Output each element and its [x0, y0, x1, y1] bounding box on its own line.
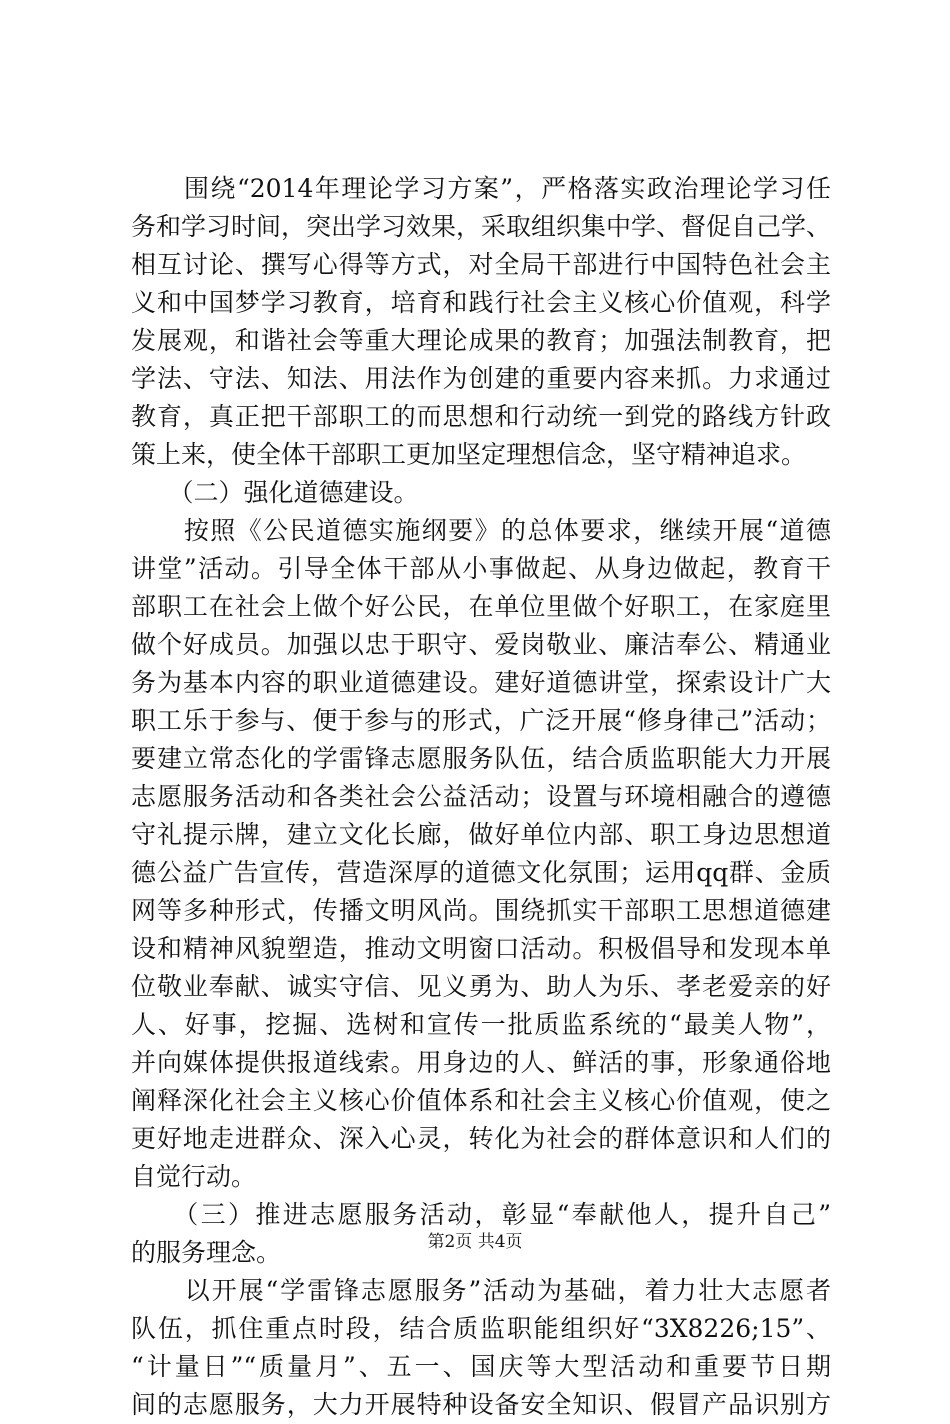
text-line: 学法、守法、知法、用法作为创建的重要内容来抓。力求通过	[131, 364, 831, 393]
text-line: 间的志愿服务，大力开展特种设备安全知识、假冒产品识别方	[131, 1390, 831, 1419]
text-line: 务和学习时间，突出学习效果，采取组织集中学、督促自己学、	[131, 212, 832, 241]
text-line: 志愿服务活动和各类社会公益活动；设置与环境相融合的遵德	[131, 782, 831, 811]
text-line: 德公益广告宣传，营造深厚的道德文化氛围；运用qq群、金质	[131, 858, 831, 887]
text-line: 守礼提示牌，建立文化长廊，做好单位内部、职工身边思想道	[131, 820, 831, 849]
text-line: 更好地走进群众、深入心灵，转化为社会的群体意识和人们的	[131, 1124, 831, 1153]
text-line: 教育，真正把干部职工的而思想和行动统一到党的路线方针政	[131, 402, 831, 431]
text-line: 人、好事，挖掘、选树和宣传一批质监系统的“最美人物”，	[131, 1010, 831, 1039]
text-line: 按照《公民道德实施纲要》的总体要求，继续开展“道德	[131, 516, 831, 545]
text-line: 围绕“2014年理论学习方案”，严格落实政治理论学习任	[131, 174, 831, 203]
text-line: 网等多种形式，传播文明风尚。围绕抓实干部职工思想道德建	[131, 896, 831, 925]
text-line: 相互讨论、撰写心得等方式，对全局干部进行中国特色社会主	[131, 250, 831, 279]
text-line: 以开展“学雷锋志愿服务”活动为基础，着力壮大志愿者	[131, 1276, 831, 1305]
text-line: 做个好成员。加强以忠于职守、爱岗敬业、廉洁奉公、精通业	[131, 630, 831, 659]
text-line: “计量日”“质量月”、五一、国庆等大型活动和重要节日期	[131, 1352, 831, 1381]
text-line: 要建立常态化的学雷锋志愿服务队伍，结合质监职能大力开展	[131, 744, 831, 773]
text-line: 职工乐于参与、便于参与的形式，广泛开展“修身律己”活动；	[131, 706, 831, 735]
text-line: （二）强化道德建设。	[131, 478, 419, 507]
text-line: 义和中国梦学习教育，培育和践行社会主义核心价值观，科学	[131, 288, 831, 317]
text-line: 设和精神风貌塑造，推动文明窗口活动。积极倡导和发现本单	[131, 934, 831, 963]
page-footer: 第2页 共4页	[427, 1232, 523, 1252]
text-line: 讲堂”活动。引导全体干部从小事做起、从身边做起，教育干	[131, 554, 831, 583]
text-line: 阐释深化社会主义核心价值体系和社会主义核心价值观，使之	[131, 1086, 831, 1115]
text-line: 的服务理念。	[131, 1238, 282, 1267]
text-line: 自觉行动。	[131, 1162, 257, 1191]
text-line: （三）推进志愿服务活动，彰显“奉献他人，提升自己”	[131, 1200, 831, 1229]
text-line: 并向媒体提供报道线索。用身边的人、鲜活的事，形象通俗地	[131, 1048, 831, 1077]
text-line: 队伍，抓住重点时段，结合质监职能组织好“3X8226;15”、	[131, 1314, 831, 1343]
text-line: 策上来，使全体干部职工更加坚定理想信念，坚守精神追求。	[131, 440, 807, 469]
text-line: 务为基本内容的职业道德建设。建好道德讲堂，探索设计广大	[131, 668, 831, 697]
text-line: 部职工在社会上做个好公民，在单位里做个好职工，在家庭里	[131, 592, 831, 621]
text-line: 发展观，和谐社会等重大理论成果的教育；加强法制教育，把	[131, 326, 831, 355]
text-line: 位敬业奉献、诚实守信、见义勇为、助人为乐、孝老爱亲的好	[131, 972, 831, 1001]
